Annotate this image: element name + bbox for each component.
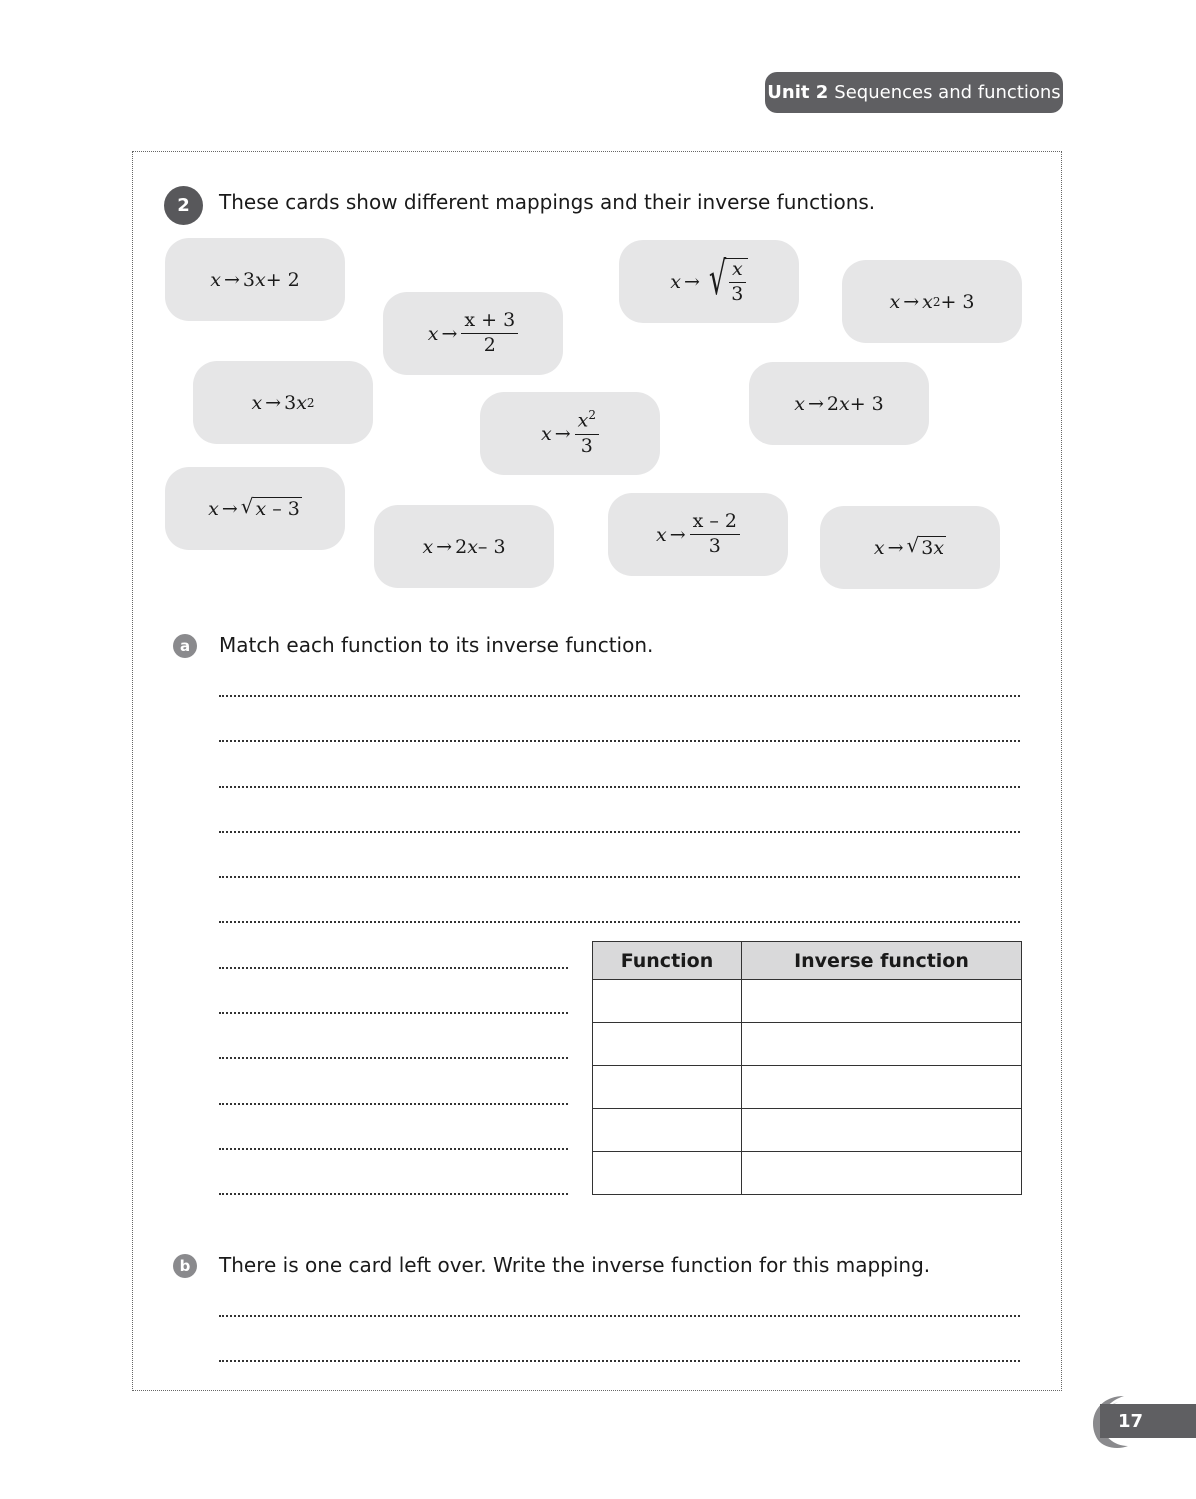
answer-line[interactable] xyxy=(219,967,568,969)
card-fraction xyxy=(690,511,740,558)
square-root xyxy=(240,494,302,520)
card-base: x xyxy=(296,391,307,414)
card-coefficient: 3 xyxy=(921,537,934,559)
mapping-card xyxy=(749,362,929,445)
radical-sign-icon: √ xyxy=(906,533,920,557)
function-cell[interactable] xyxy=(593,1066,742,1109)
function-cell[interactable] xyxy=(593,980,742,1023)
card-exponent: 2 xyxy=(306,395,315,410)
table-row xyxy=(593,1066,1022,1109)
answer-line[interactable] xyxy=(219,876,1020,878)
table-header-row xyxy=(593,942,1022,980)
card-variable: x xyxy=(422,535,434,558)
function-cell[interactable] xyxy=(593,1152,742,1195)
function-cell[interactable] xyxy=(593,1109,742,1152)
card-arrow: → xyxy=(223,268,240,291)
card-arrow: → xyxy=(887,536,904,559)
card-variable: x xyxy=(255,498,267,520)
unit-label: Unit 2 xyxy=(767,82,829,103)
card-arrow: → xyxy=(436,535,453,558)
card-exponent: 2 xyxy=(932,294,941,309)
function-cell[interactable] xyxy=(593,1023,742,1066)
card-coefficient: 2 xyxy=(826,392,839,415)
answer-line[interactable] xyxy=(219,921,1020,923)
answer-line[interactable] xyxy=(219,1193,568,1195)
part-b-badge: b xyxy=(173,1254,197,1278)
part-a-prompt: Match each function to its inverse function. xyxy=(219,633,654,657)
card-variable: x xyxy=(794,392,805,415)
fraction-numerator: x xyxy=(729,259,746,283)
answer-line[interactable] xyxy=(219,1012,568,1014)
table-row xyxy=(593,1109,1022,1152)
answer-line[interactable] xyxy=(219,695,1020,697)
square-root xyxy=(906,533,947,559)
card-variable: x xyxy=(254,268,266,291)
fraction-denominator: 3 xyxy=(731,282,744,305)
mapping-card xyxy=(480,392,660,475)
card-arrow: → xyxy=(265,391,282,414)
radicand xyxy=(726,258,748,306)
radicand xyxy=(253,497,301,520)
mapping-card xyxy=(374,505,554,588)
card-fraction xyxy=(729,259,746,306)
part-b-prompt: There is one card left over. Write the inverse function for this mapping. xyxy=(219,1253,931,1277)
question-number-badge: 2 xyxy=(164,186,203,225)
part-a-badge: a xyxy=(173,634,197,658)
radical-sign-icon: √ xyxy=(240,494,254,518)
card-variable: x xyxy=(541,422,552,445)
card-exponent: 2 xyxy=(588,408,596,423)
card-arrow: → xyxy=(903,290,920,313)
column-header-inverse-function: Inverse function xyxy=(741,942,1021,980)
table-row xyxy=(593,980,1022,1023)
unit-header-tab xyxy=(765,72,1063,113)
fraction-denominator: 2 xyxy=(483,334,496,356)
square-root xyxy=(703,251,748,306)
table-row xyxy=(593,1023,1022,1066)
card-coefficient: 2 xyxy=(455,535,468,558)
answer-line[interactable] xyxy=(219,1103,568,1105)
inverse-function-cell[interactable] xyxy=(741,980,1021,1023)
unit-title: Sequences and functions xyxy=(834,82,1061,103)
card-variable: x xyxy=(655,523,667,546)
card-constant: + 3 xyxy=(849,392,884,415)
card-base: x xyxy=(922,290,933,313)
radicand xyxy=(919,536,946,559)
card-variable: x xyxy=(467,535,478,558)
radical-sign-icon: √ xyxy=(708,251,727,305)
card-constant: + 3 xyxy=(940,290,975,313)
card-variable: x xyxy=(251,391,263,414)
answer-line[interactable] xyxy=(219,1315,1020,1317)
card-constant: + 2 xyxy=(265,268,300,291)
answer-line[interactable] xyxy=(219,1360,1020,1362)
card-variable: x xyxy=(208,497,219,520)
card-arrow: → xyxy=(441,322,458,345)
inverse-function-cell[interactable] xyxy=(741,1066,1021,1109)
card-variable: x xyxy=(670,270,681,293)
fraction-denominator: 3 xyxy=(580,434,593,457)
answer-line[interactable] xyxy=(219,831,1020,833)
column-header-function: Function xyxy=(593,942,742,980)
card-coefficient: 3 xyxy=(242,268,255,291)
answer-line[interactable] xyxy=(219,1148,568,1150)
card-variable: x xyxy=(873,536,885,559)
mapping-card xyxy=(165,467,345,550)
inverse-function-cell[interactable] xyxy=(741,1023,1021,1066)
card-constant: – 3 xyxy=(266,498,300,520)
mapping-card xyxy=(608,493,788,576)
fraction-numerator: x + 3 xyxy=(461,310,518,334)
card-variable: x xyxy=(427,322,439,345)
mapping-card xyxy=(820,506,1000,589)
fraction-numerator xyxy=(575,409,599,434)
mapping-card xyxy=(619,240,799,323)
answer-line[interactable] xyxy=(219,786,1020,788)
card-variable: x xyxy=(210,268,221,291)
mapping-card xyxy=(383,292,563,375)
page-number: 17 xyxy=(1100,1404,1196,1438)
mapping-card xyxy=(165,238,345,321)
card-base: x xyxy=(577,409,589,432)
fraction-denominator: 3 xyxy=(708,535,721,557)
card-arrow: → xyxy=(684,270,700,293)
card-arrow: → xyxy=(554,422,571,445)
mapping-card xyxy=(193,361,373,444)
question-prompt: These cards show different mappings and their inverse functions. xyxy=(219,190,876,214)
answer-line[interactable] xyxy=(219,1057,568,1059)
card-variable: x xyxy=(933,537,945,559)
answer-line[interactable] xyxy=(219,740,1020,742)
card-arrow: → xyxy=(807,392,824,415)
card-fraction xyxy=(575,409,599,457)
card-arrow: → xyxy=(669,523,686,546)
card-constant: – 3 xyxy=(477,535,506,558)
card-variable: x xyxy=(889,290,901,313)
card-coefficient: 3 xyxy=(284,391,297,414)
fraction-numerator: x – 2 xyxy=(690,511,740,535)
card-variable: x xyxy=(838,392,850,415)
mapping-card xyxy=(842,260,1022,343)
inverse-function-cell[interactable] xyxy=(741,1152,1021,1195)
table-row xyxy=(593,1152,1022,1195)
matching-table xyxy=(592,941,1022,1195)
card-fraction xyxy=(461,310,518,357)
inverse-function-cell[interactable] xyxy=(741,1109,1021,1152)
card-arrow: → xyxy=(221,497,238,520)
